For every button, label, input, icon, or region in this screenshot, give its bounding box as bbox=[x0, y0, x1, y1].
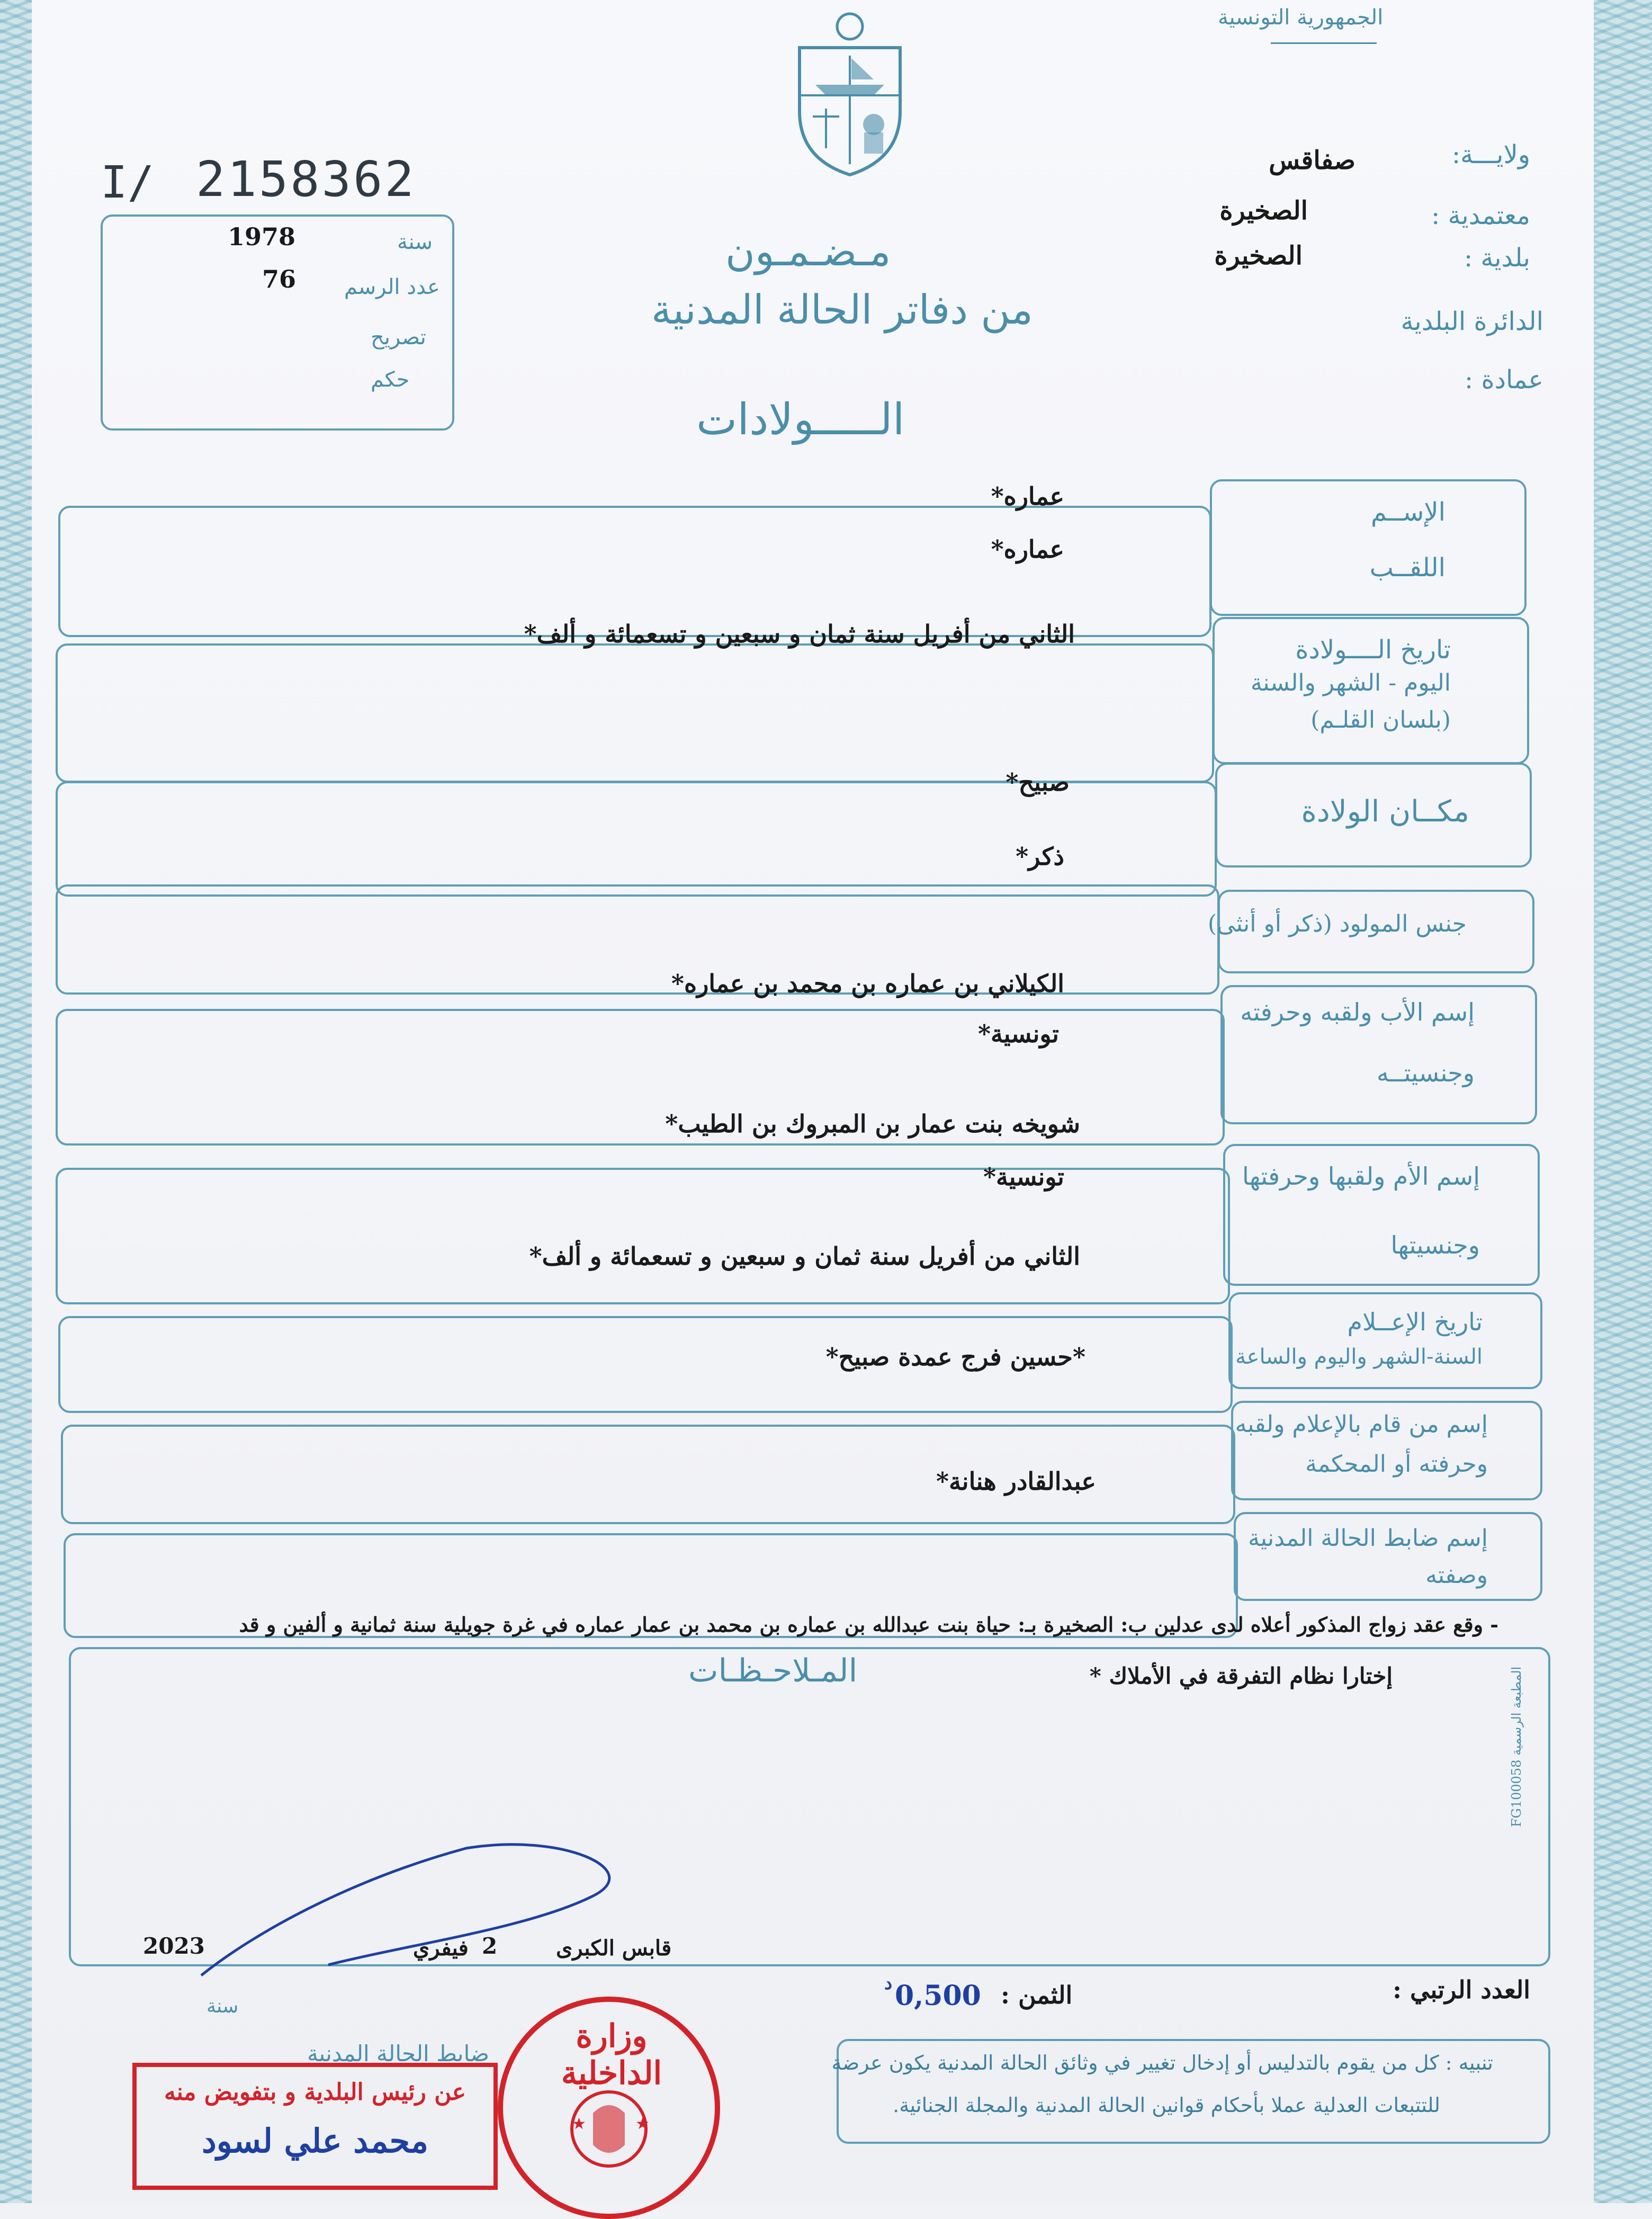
remarks-note-line: - وقع عقد زواج المذكور أعلاه لدى عدلين ب: الصخيرة بـ: حياة بنت عبدالله بن عماره بن محمد بن عمار عماره في غرة جويلية سنة ثمانية و ألفين و قد bbox=[239, 1613, 1498, 1636]
mother-label: إسم الأم ولقبها وحرفتها bbox=[1242, 1162, 1480, 1191]
father-value: الكيلاني بن عماره بن محمد بن عماره* bbox=[671, 969, 1064, 998]
declarant-label: إسم من قام بالإعلام ولقبه bbox=[1235, 1411, 1488, 1438]
birth-date-value: الثاني من أفريل سنة ثمان و سبعين و تسعمائة و ألف* bbox=[524, 620, 1075, 648]
sex-label: جنس المولود (ذكر أو أنثى) bbox=[1207, 910, 1467, 937]
sex-value: ذكر* bbox=[1016, 842, 1064, 871]
name-value-box bbox=[58, 506, 1211, 637]
declarant-value: *حسين فرج عمدة صبيح* bbox=[825, 1343, 1085, 1371]
section-title-births: الـــــولادات bbox=[696, 395, 905, 445]
officer-signature-title: ضابط الحالة المدنية bbox=[307, 2041, 490, 2066]
father-label-2: وجنسيتــه bbox=[1377, 1059, 1475, 1087]
header-divider bbox=[1271, 42, 1377, 44]
declaration-date-value: الثاني من أفريل سنة ثمان و سبعين و تسعمائة و ألف* bbox=[529, 1242, 1080, 1270]
stamp-line-2: محمد علي لسود bbox=[202, 2122, 428, 2160]
father-nationality-value: تونسية* bbox=[977, 1019, 1059, 1048]
name-value: عماره* bbox=[991, 482, 1064, 511]
record-declaration-label: تصريح bbox=[371, 325, 426, 350]
svg-text:★: ★ bbox=[572, 2115, 586, 2133]
remarks-content: إختارا نظام التفرقة في الأملاك * bbox=[1089, 1663, 1393, 1689]
declaration-date-label: تاريخ الإعــلام bbox=[1347, 1308, 1483, 1336]
issue-year: 2023 bbox=[143, 1933, 205, 1959]
svg-text:★: ★ bbox=[635, 2115, 650, 2133]
document-subtitle: من دفاتر الحالة المدنية bbox=[651, 286, 1033, 333]
birth-date-label: تاريخ الــــولادة bbox=[1295, 635, 1451, 665]
birth-date-sub-label: اليوم - الشهر والسنة bbox=[1250, 669, 1451, 696]
issue-place: قابس الكبرى bbox=[556, 1936, 672, 1961]
name-label: الإســم bbox=[1371, 497, 1446, 527]
record-number-label: عدد الرسم bbox=[344, 275, 440, 299]
issue-day: 2 bbox=[482, 1933, 498, 1959]
issue-month: فيفري bbox=[413, 1936, 469, 1961]
municipal-district-label: الدائرة البلدية bbox=[1400, 307, 1543, 336]
delegation-value: الصخيرة bbox=[1219, 196, 1308, 226]
birth-certificate-document bbox=[32, 0, 1594, 2203]
round-stamp-text: وزارة الداخلية bbox=[561, 2018, 662, 2092]
remarks-title: المـلاحـظـات bbox=[688, 1652, 858, 1689]
republic-heading: الجمهورية التونسية bbox=[1218, 5, 1384, 30]
officer-label-2: وصفته bbox=[1425, 1562, 1488, 1589]
wilaya-label: ولايـــة: bbox=[1451, 140, 1530, 169]
record-judgment-label: حكم bbox=[371, 368, 410, 392]
officer-label: إسم ضابط الحالة المدنية bbox=[1248, 1525, 1488, 1552]
serial-label: العدد الرتبي : bbox=[1393, 1975, 1530, 2004]
stamp-line-1: عن رئيس البلدية و بتفويض منه bbox=[164, 2079, 466, 2106]
birth-place-value: صبيح* bbox=[1005, 768, 1070, 797]
printer-mark: المطبعة الرسمية FG100058 bbox=[1509, 1666, 1524, 1827]
ministry-round-stamp bbox=[498, 1997, 720, 2219]
price-label: الثمن : bbox=[1001, 1981, 1073, 2009]
record-year-label: سنة bbox=[397, 230, 433, 254]
name-label-box bbox=[1210, 479, 1527, 616]
municipality-value: الصخيرة bbox=[1214, 241, 1303, 271]
surname-label: اللقــب bbox=[1369, 553, 1446, 583]
issue-year-label: سنة bbox=[206, 1996, 239, 2017]
mother-label-2: وجنسيتها bbox=[1390, 1231, 1480, 1259]
birth-date-value-box bbox=[56, 643, 1214, 783]
price-value: 0,500 bbox=[895, 1980, 981, 2012]
municipality-label: بلدية : bbox=[1464, 243, 1530, 273]
serial-prefix: I/ bbox=[101, 156, 155, 208]
round-stamp-emblem-icon bbox=[561, 2081, 657, 2177]
mother-nationality-value: تونسية* bbox=[983, 1162, 1064, 1191]
declarant-label-2: وحرفته أو المحكمة bbox=[1305, 1451, 1488, 1478]
document-title: مـضـمـون bbox=[725, 228, 891, 275]
officer-value: عبدالقادر هنانة* bbox=[936, 1467, 1096, 1496]
birth-place-label: مكــان الولادة bbox=[1301, 794, 1469, 829]
warning-line-2: للتتبعات العدلية عملا بأحكام قوانين الحالة المدنية والمجلة الجنائية. bbox=[893, 2093, 1440, 2117]
signature-scribble bbox=[191, 1838, 720, 1997]
birth-place-value-box bbox=[56, 781, 1217, 897]
mother-value: شويخه بنت عمار بن المبروك بن الطيب* bbox=[665, 1110, 1080, 1138]
tunisia-coat-of-arms-icon bbox=[784, 5, 916, 180]
price-unit: د bbox=[884, 1973, 893, 1994]
serial-number: 2158362 bbox=[196, 151, 416, 208]
omda-label: عمادة : bbox=[1465, 365, 1543, 395]
surname-value: عماره* bbox=[991, 535, 1064, 563]
delegation-label: معتمدية : bbox=[1431, 201, 1530, 230]
declaration-date-sub-label: السنة-الشهر واليوم والساعة bbox=[1235, 1345, 1483, 1369]
warning-line-1: تنبيه : كل من يقوم بالتدليس أو إدخال تغيير في وثائق الحالة المدنية يكون عرضة bbox=[831, 2051, 1493, 2074]
birth-date-sub-label-2: (بلسان القلـم) bbox=[1310, 706, 1451, 733]
wilaya-value: صفاقس bbox=[1269, 146, 1355, 175]
delegation-rectangular-stamp bbox=[132, 2063, 498, 2190]
father-label: إسم الأب ولقبه وحرفته bbox=[1240, 998, 1475, 1026]
record-year-value: 1978 bbox=[228, 222, 296, 251]
record-number-value: 76 bbox=[262, 265, 297, 293]
